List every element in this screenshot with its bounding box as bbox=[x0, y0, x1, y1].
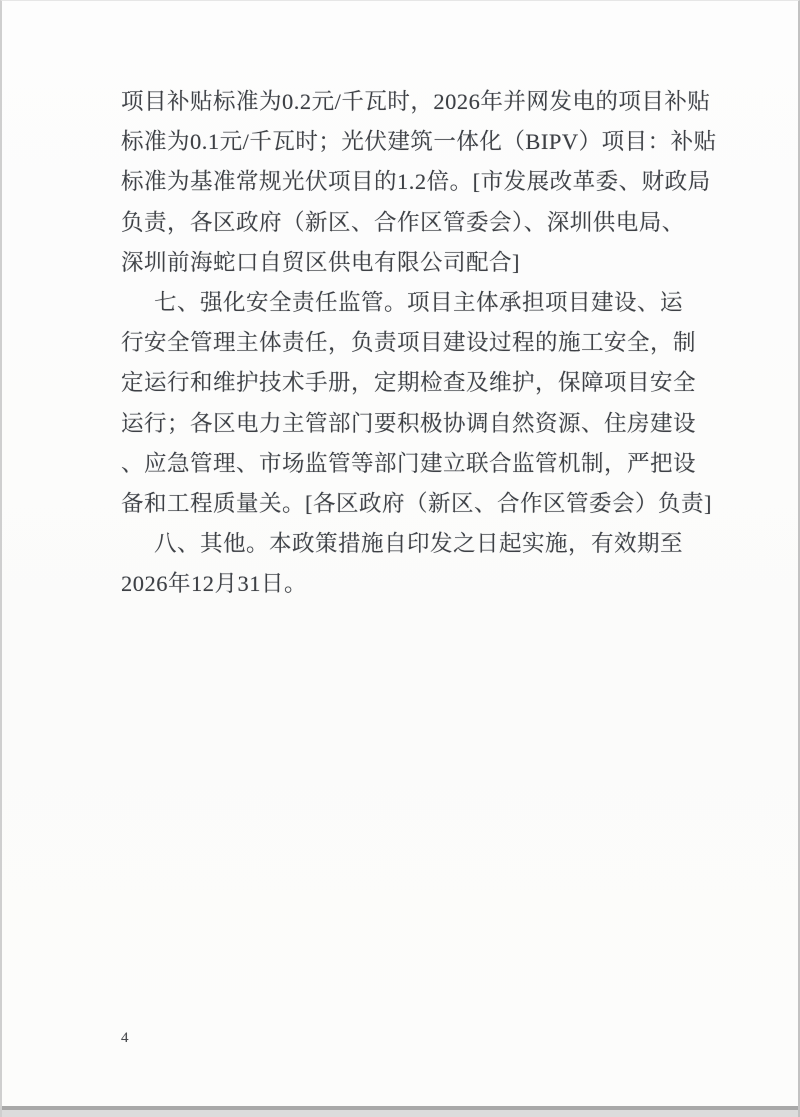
text-line-paragraph-7-start: 七、强化安全责任监管。项目主体承担项目建设、运 bbox=[154, 289, 684, 315]
text-line: 负责，各区政府（新区、合作区管委会）、深圳供电局、 bbox=[121, 209, 685, 235]
text-line: 备和工程质量关。[各区政府（新区、合作区管委会）负责] bbox=[121, 490, 712, 516]
page-bottom-strip bbox=[2, 1110, 798, 1117]
text-line: 、应急管理、市场监管等部门建立联合监管机制，严把设 bbox=[121, 450, 697, 476]
page-number: 4 bbox=[121, 1030, 129, 1046]
body-text-block bbox=[121, 82, 721, 604]
text-line: 深圳前海蛇口自贸区供电有限公司配合] bbox=[121, 249, 520, 275]
text-line: 标准为基准常规光伏项目的1.2倍。[市发展改革委、财政局 bbox=[121, 169, 711, 195]
text-line: 2026年12月31日。 bbox=[121, 571, 308, 597]
text-line-paragraph-8-start: 八、其他。本政策措施自印发之日起实施，有效期至 bbox=[154, 531, 684, 557]
text-line: 行安全管理主体责任，负责项目建设过程的施工安全，制 bbox=[121, 330, 697, 356]
text-line: 运行；各区电力主管部门要积极协调自然资源、住房建设 bbox=[121, 410, 697, 436]
text-line: 标准为0.1元/千瓦时；光伏建筑一体化（BIPV）项目：补贴 bbox=[121, 129, 717, 155]
text-line: 定运行和维护技术手册，定期检查及维护，保障项目安全 bbox=[121, 370, 697, 396]
text-line: 项目补贴标准为0.2元/千瓦时，2026年并网发电的项目补贴 bbox=[121, 89, 711, 114]
